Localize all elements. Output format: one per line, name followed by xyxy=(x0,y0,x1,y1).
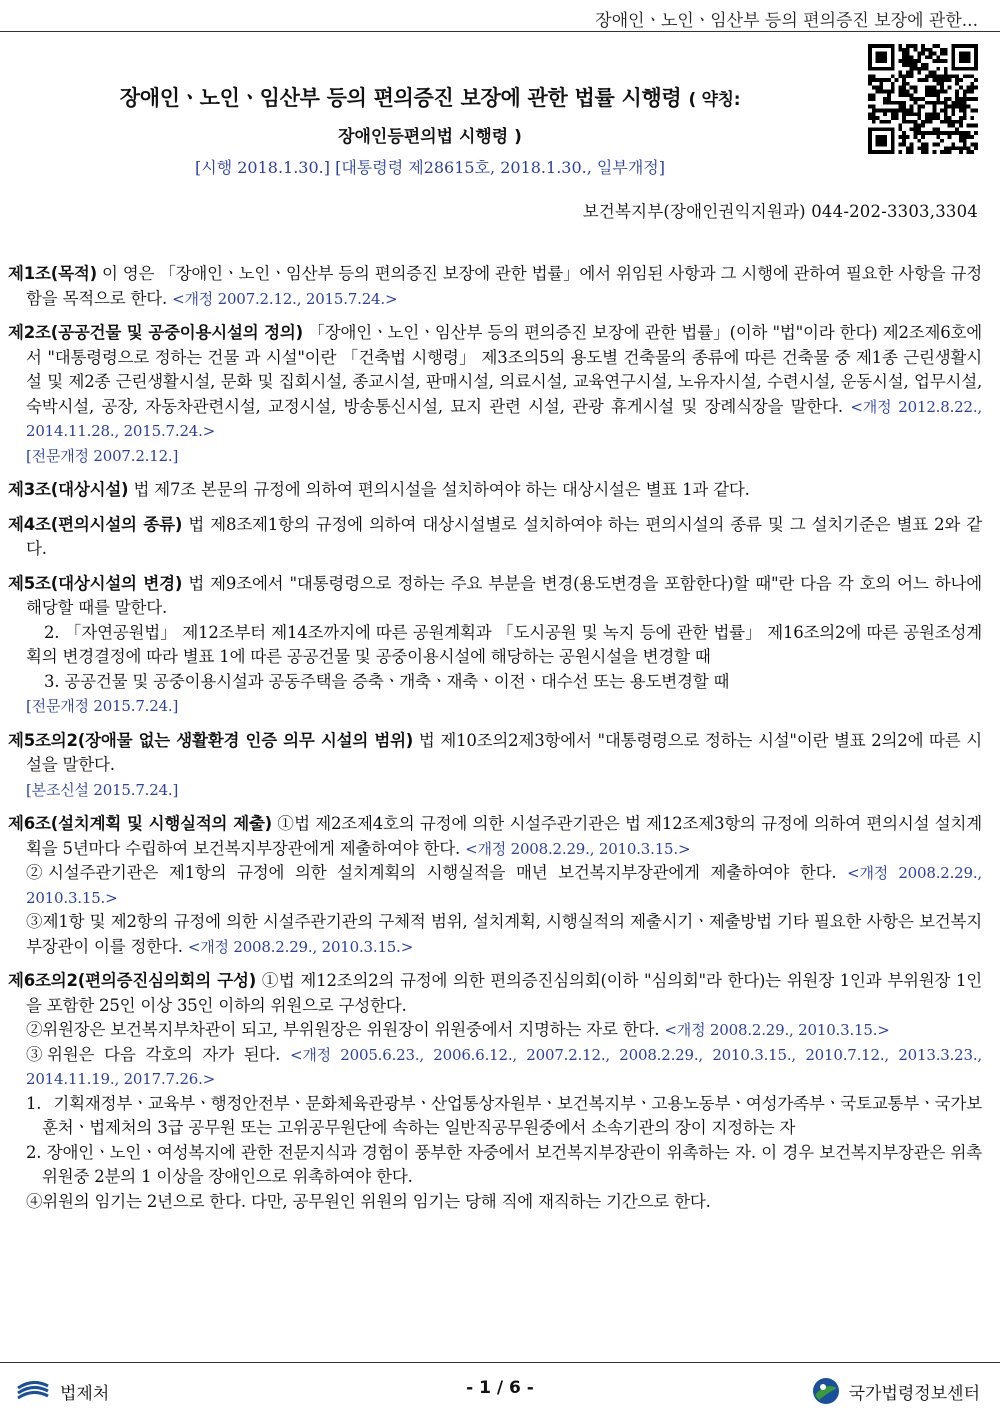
amendment-link[interactable]: <개정 2012.8.22., 2014.11.28., 2015.7.24.> xyxy=(26,397,982,440)
revision-note[interactable]: [본조신설 2015.7.24.] xyxy=(26,780,179,799)
article-text: 「장애인ㆍ노인ㆍ임산부 등의 편의증진 보장에 관한 법률」(이하 "법"이라 한다) 제2조제6호에서 "대통령령으로 정하는 건물 과 시설"이란 「건축법 시행령」 제3조의5의 용도별 건축물의 종류에 따른 건축물 중 제1종 근린생활시설 및 제2종 근린생활시설, 문화 및 집회시설, 종교시설, 판매시설, 의료시설, 교육연구시설, 노유자시설, 수련시설, 운동시설, 업무시설, 숙박시설, 공장, 자동차관련시설, 교정시설, 방송통신시설, 묘지 관련 시설, 관광 휴게시설 및 장례식장을 말한다. xyxy=(26,323,983,416)
article-6-paragraph-2 xyxy=(8,861,982,910)
article-6-2-paragraph-2 xyxy=(8,1018,982,1043)
law-title-abbr-open: ( 약칭: xyxy=(688,90,741,110)
law-body xyxy=(8,262,982,1214)
qr-code[interactable] xyxy=(868,44,978,154)
article-6 xyxy=(8,812,982,861)
paragraph-1: ①법 제12조의2의 규정에 의한 편의증진심의회(이하 "심의회"라 한다)는 위원장 1인과 부위원장 1인을 포함한 25인 이상 35인 이하의 위원으로 구성한다. xyxy=(26,971,982,1015)
article-heading: 제4조(편의시설의 종류) xyxy=(8,514,183,534)
revision-note[interactable]: [전문개정 2015.7.24.] xyxy=(26,697,179,715)
paragraph-text: ②위원장은 보건복지부차관이 되고, 부위원장은 위원장이 위원중에서 지명하는 자로 한다. xyxy=(26,1020,665,1039)
amendment-link[interactable]: <개정 2008.2.29., 2010.3.15.> xyxy=(187,937,414,956)
article-6-2-item-1: 1. 기획재정부ㆍ교육부ㆍ행정안전부ㆍ문화체육관광부ㆍ산업통상자원부ㆍ보건복지부ㆍ고용노동부ㆍ여성가족부ㆍ국토교통부ㆍ국가보훈처ㆍ법제처의 3급 공무원 또는 고위공무원단에 속하는 일반직공무원중에서 소속기관의 장이 지정하는 자 xyxy=(26,1093,982,1137)
article-4 xyxy=(8,513,982,562)
article-1 xyxy=(8,262,982,311)
footer-right xyxy=(811,1376,980,1406)
moleg-logo-icon xyxy=(16,1378,50,1404)
paragraph-text: ③위원은 다음 각호의 자가 된다. xyxy=(26,1044,291,1064)
amendment-link[interactable]: <개정 2008.2.29., 2010.3.15.> xyxy=(664,1021,890,1039)
paragraph-text: ③제1항 및 제2항의 규정에 의한 시설주관기관의 구체적 범위, 설치계획, 시행실적의 제출시기ㆍ제출방법 기타 필요한 사항은 보건복지부장관이 이를 정한다. xyxy=(26,912,982,956)
article-heading: 제5조(대상시설의 변경) xyxy=(8,573,183,593)
article-text: 법 제8조제1항의 규정에 의하여 대상시설별로 설치하여야 하는 편의시설의 종류 및 그 설치기준은 별표 2와 같다. xyxy=(26,514,983,558)
law-center-logo-icon xyxy=(811,1376,841,1406)
footer-org-label: 법제처 xyxy=(60,1383,110,1404)
article-2 xyxy=(8,321,982,444)
article-heading: 제6조의2(편의증진심의회의 구성) xyxy=(8,971,257,990)
article-6-2-paragraph-3 xyxy=(8,1043,982,1092)
footer-center-label: 국가법령정보센터 xyxy=(848,1383,980,1404)
article-6-2 xyxy=(8,969,982,1018)
article-5 xyxy=(8,572,982,621)
footer-left xyxy=(16,1378,109,1404)
revision-note[interactable]: [전문개정 2007.2.12.] xyxy=(26,446,179,465)
article-5-2 xyxy=(8,729,982,778)
article-text: 법 제7조 본문의 규정에 의하여 편의시설을 설치하여야 하는 대상시설은 별표 1과 같다. xyxy=(128,480,750,499)
title-block xyxy=(60,82,800,178)
header-rule xyxy=(0,31,1000,32)
running-head: 장애인ㆍ노인ㆍ임산부 등의 편의증진 보장에 관한... xyxy=(595,11,978,31)
enactment-info: [시행 2018.1.30.] [대통령령 제28615호, 2018.1.30., 일부개정] xyxy=(195,158,665,177)
article-5-item-2: 2. 「자연공원법」 제12조부터 제14조까지에 따른 공원계획과 「도시공원 및 녹지 등에 관한 법률」 제16조의2에 따른 공원조성계획의 변경결정에 따라 별표 1에 따른 공공건물 및 공중이용시설에 해당하는 공원시설을 변경할 때 xyxy=(26,622,982,666)
law-title xyxy=(60,82,800,112)
amendment-link[interactable]: <개정 2005.6.23., 2006.6.12., 2007.2.12., 2008.2.29., 2010.3.15., 2010.7.12., 2013.3.23., 2014.11.19., 2017.7.26.> xyxy=(26,1045,983,1088)
article-6-2-paragraph-4: ④위원의 임기는 2년으로 한다. 다만, 공무원인 위원의 임기는 당해 직에 재직하는 기간으로 한다. xyxy=(26,1191,711,1211)
paragraph-text: ②시설주관기관은 제1항의 규정에 의한 설치계획의 시행실적을 매년 보건복지부장관에게 제출하여야 한다. xyxy=(26,863,848,882)
paragraph-1: ①법 제2조제4호의 규정에 의한 시설주관기관은 법 제12조제3항의 규정에 의하여 편의시설 설치계획을 5년마다 수립하여 보건복지부장관에게 제출하여야 한다. xyxy=(26,814,982,858)
law-title-abbr: 장애인등편의법 시행령 ) xyxy=(338,127,522,147)
amendment-link[interactable]: <개정 2007.2.12., 2015.7.24.> xyxy=(172,289,398,308)
amendment-link[interactable]: <개정 2008.2.29., 2010.3.15.> xyxy=(26,864,982,907)
article-text: 법 제9조에서 "대통령령으로 정하는 주요 부분을 변경(용도변경을 포함한다)할 때"란 다음 각 호의 어느 하나에 해당할 때를 말한다. xyxy=(26,573,982,617)
article-text: 이 영은 「장애인ㆍ노인ㆍ임산부 등의 편의증진 보장에 관한 법률」에서 위임된 사항과 그 시행에 관하여 필요한 사항을 규정함을 목적으로 한다. xyxy=(26,264,982,308)
article-text: 법 제10조의2제3항에서 "대통령령으로 정하는 시설"이란 별표 2의2에 따른 시설을 말한다. xyxy=(26,730,982,774)
amendment-link[interactable]: <개정 2008.2.29., 2010.3.15.> xyxy=(465,839,691,858)
article-heading: 제3조(대상시설) xyxy=(8,480,129,499)
article-heading: 제5조의2(장애물 없는 생활환경 인증 의무 시설의 범위) xyxy=(8,730,414,750)
article-6-paragraph-3 xyxy=(8,910,982,959)
article-3 xyxy=(8,478,982,503)
article-6-2-item-2: 2. 장애인ㆍ노인ㆍ여성복지에 관한 전문지식과 경험이 풍부한 자중에서 보건복지부장관이 위촉하는 자. 이 경우 보건복지부장관은 위촉위원중 2분의 1 이상을 장애인으로 위촉하여야 한다. xyxy=(26,1142,982,1186)
law-title-main: 장애인ㆍ노인ㆍ임산부 등의 편의증진 보장에 관한 법률 시행령 xyxy=(119,86,682,110)
article-5-item-3: 3. 공공건물 및 공중이용시설과 공동주택을 증축ㆍ개축ㆍ재축ㆍ이전ㆍ대수선 또는 용도변경할 때 xyxy=(44,671,730,691)
article-heading: 제2조(공공건물 및 공중이용시설의 정의) xyxy=(8,323,303,342)
article-heading: 제6조(설치계획 및 시행실적의 제출) xyxy=(8,814,273,833)
footer-rule xyxy=(0,1362,1000,1363)
ministry-contact: 보건복지부(장애인권익지원과) 044-202-3303,3304 xyxy=(582,202,978,221)
page-number: - 1 / 6 - xyxy=(466,1378,534,1398)
article-heading: 제1조(목적) xyxy=(8,264,97,283)
